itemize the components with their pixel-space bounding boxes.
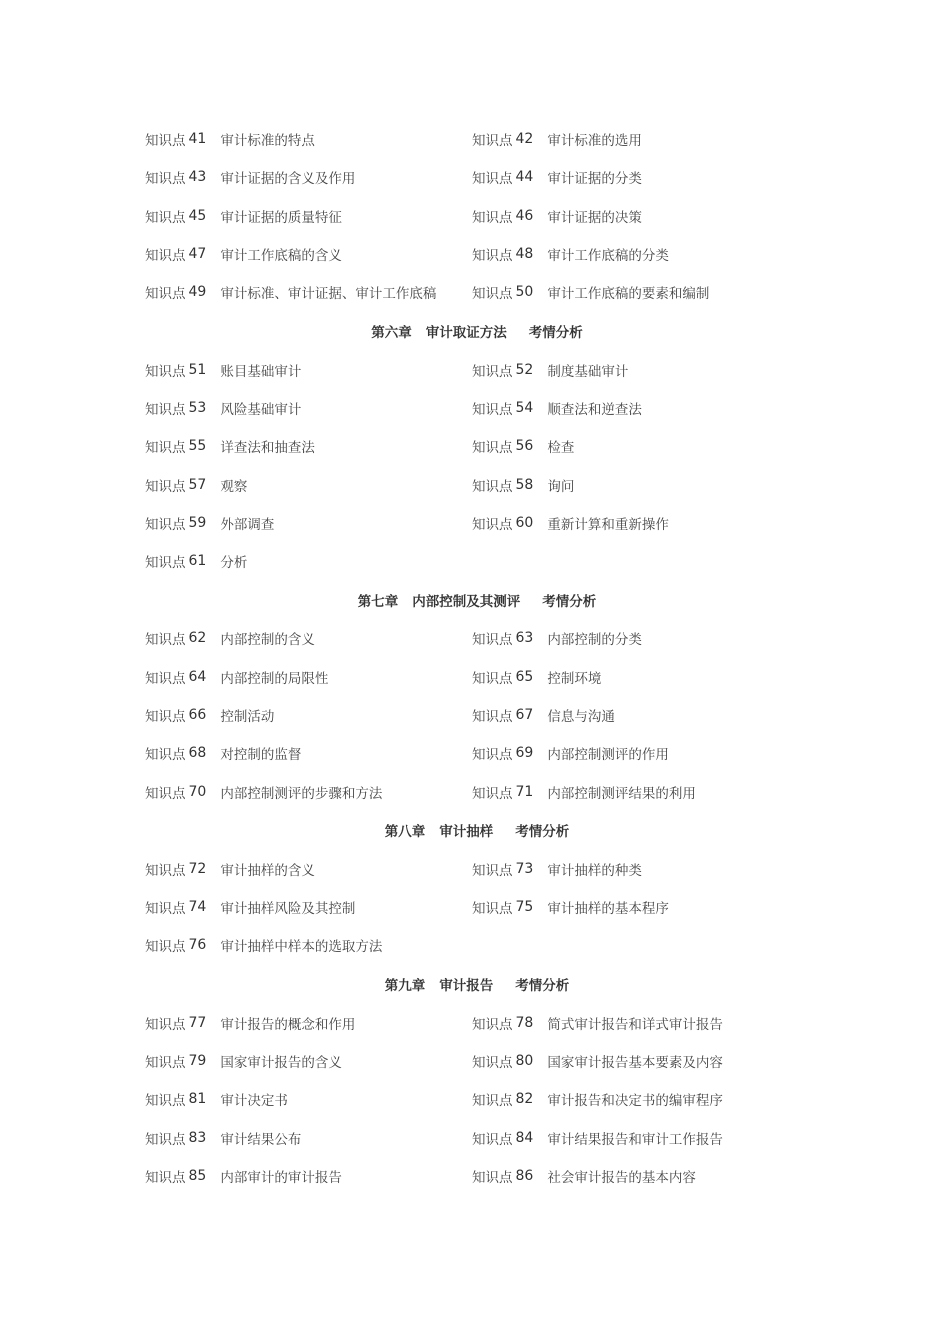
knowledge-point — [472, 206, 805, 226]
knowledge-point-row — [145, 273, 805, 311]
knowledge-point-label: 知识点 — [145, 709, 186, 725]
knowledge-point-number: 82 — [515, 1091, 534, 1108]
knowledge-point-label: 知识点 — [145, 785, 186, 802]
knowledge-point-row — [145, 542, 805, 580]
knowledge-point-title: 审计证据的决策 — [547, 209, 642, 226]
knowledge-point-number: 41 — [188, 131, 207, 148]
knowledge-point-number: 61 — [188, 553, 207, 570]
knowledge-point — [145, 360, 472, 380]
knowledge-point-title: 风险基础审计 — [220, 401, 302, 418]
knowledge-point-number: 51 — [188, 361, 207, 378]
knowledge-point — [145, 935, 472, 955]
knowledge-point — [145, 206, 472, 226]
knowledge-point-title: 审计证据的含义及作用 — [220, 171, 356, 188]
knowledge-point-row — [145, 350, 805, 388]
knowledge-point-number: 84 — [515, 1129, 534, 1146]
knowledge-point-title: 内部控制测评的作用 — [547, 747, 669, 764]
knowledge-point-number: 65 — [515, 668, 534, 685]
knowledge-point-number: 71 — [515, 783, 534, 800]
knowledge-point-row — [145, 888, 805, 926]
knowledge-point — [145, 513, 472, 533]
knowledge-point — [145, 1051, 472, 1071]
knowledge-point — [145, 475, 472, 495]
knowledge-point — [472, 129, 805, 149]
knowledge-point-label: 知识点 — [145, 1169, 186, 1186]
knowledge-point-label: 知识点 — [472, 1093, 513, 1110]
knowledge-point-title: 详查法和抽查法 — [220, 440, 315, 457]
knowledge-point-number: 78 — [515, 1014, 534, 1031]
knowledge-point-number: 54 — [515, 399, 534, 416]
knowledge-point-title: 控制环境 — [547, 670, 602, 687]
knowledge-point-number: 68 — [188, 745, 207, 762]
knowledge-point-number: 73 — [515, 860, 534, 877]
knowledge-point-title: 分析 — [220, 555, 248, 572]
knowledge-point-label: 知识点 — [472, 478, 513, 495]
knowledge-point-title: 审计抽样风险及其控制 — [220, 901, 356, 918]
knowledge-point-label: 知识点 — [145, 555, 186, 572]
knowledge-point-row — [145, 734, 805, 772]
knowledge-point-title: 审计工作底稿的含义 — [220, 248, 342, 265]
knowledge-point-number: 53 — [188, 399, 207, 416]
knowledge-point-label: 知识点 — [145, 939, 186, 956]
knowledge-point-number: 81 — [188, 1091, 207, 1108]
knowledge-point — [145, 436, 472, 456]
knowledge-point — [145, 782, 472, 802]
knowledge-point-label: 知识点 — [472, 901, 513, 918]
knowledge-point-label: 知识点 — [145, 1093, 186, 1110]
knowledge-point-title: 审计证据的质量特征 — [220, 209, 342, 226]
knowledge-point-number: 47 — [188, 246, 207, 263]
knowledge-point-label: 知识点 — [145, 1016, 186, 1033]
knowledge-point-row — [145, 1004, 805, 1042]
knowledge-point — [145, 897, 472, 917]
knowledge-point-number: 52 — [515, 361, 534, 378]
knowledge-point-row — [145, 658, 805, 696]
knowledge-point-number: 79 — [188, 1053, 207, 1070]
knowledge-point — [145, 705, 472, 725]
knowledge-point-title: 内部控制的分类 — [547, 632, 642, 649]
chapter-number: 第六章 — [371, 324, 412, 341]
knowledge-point-number: 74 — [188, 899, 207, 916]
knowledge-point-title: 外部调查 — [220, 516, 275, 533]
knowledge-point-row — [145, 850, 805, 888]
knowledge-point — [472, 897, 805, 917]
knowledge-point-title: 制度基础审计 — [547, 363, 629, 380]
knowledge-point-title: 顺查法和逆查法 — [547, 401, 642, 418]
knowledge-point-label: 知识点 — [472, 286, 513, 303]
knowledge-point — [145, 1089, 472, 1109]
knowledge-point — [472, 628, 805, 648]
knowledge-point-title: 观察 — [220, 478, 248, 495]
knowledge-point — [145, 282, 472, 302]
knowledge-point-label: 知识点 — [145, 632, 186, 649]
knowledge-point-title: 内部控制测评结果的利用 — [547, 785, 696, 802]
chapter-heading — [145, 580, 805, 619]
knowledge-point — [472, 360, 805, 380]
knowledge-point-title: 控制活动 — [220, 709, 275, 725]
knowledge-point-title: 审计报告和决定书的编审程序 — [547, 1093, 723, 1110]
knowledge-point-label: 知识点 — [472, 747, 513, 764]
knowledge-point — [472, 244, 805, 264]
knowledge-point-label: 知识点 — [145, 133, 186, 150]
knowledge-point-number: 43 — [188, 169, 207, 186]
chapter-title: 审计抽样 — [439, 824, 494, 841]
chapter-title: 审计取证方法 — [425, 324, 507, 341]
knowledge-point-number: 77 — [188, 1014, 207, 1031]
knowledge-point-number: 44 — [515, 169, 534, 186]
knowledge-point-label: 知识点 — [472, 1169, 513, 1186]
knowledge-point-title: 审计报告的概念和作用 — [220, 1016, 356, 1033]
knowledge-point-label: 知识点 — [472, 670, 513, 687]
knowledge-point-row — [145, 504, 805, 542]
knowledge-point-title: 重新计算和重新操作 — [547, 516, 669, 533]
knowledge-point-label: 知识点 — [472, 363, 513, 380]
knowledge-point-row — [145, 1119, 805, 1157]
knowledge-point-number: 45 — [188, 207, 207, 224]
knowledge-point-row — [145, 926, 805, 964]
knowledge-point — [145, 628, 472, 648]
knowledge-point-label: 知识点 — [145, 901, 186, 918]
knowledge-point — [472, 859, 805, 879]
knowledge-point — [472, 1013, 805, 1033]
knowledge-point-label: 知识点 — [145, 862, 186, 879]
knowledge-point-label: 知识点 — [145, 363, 186, 380]
knowledge-point-label: 知识点 — [472, 248, 513, 265]
knowledge-point-number: 48 — [515, 246, 534, 263]
chapter-number: 第七章 — [357, 593, 399, 610]
knowledge-point-label: 知识点 — [145, 670, 186, 687]
knowledge-point-number: 55 — [188, 438, 207, 455]
knowledge-point-number: 57 — [188, 476, 207, 493]
knowledge-point-row — [145, 1080, 805, 1118]
knowledge-point-label: 知识点 — [145, 209, 186, 226]
knowledge-point-row — [145, 465, 805, 503]
knowledge-point-label: 知识点 — [472, 209, 513, 226]
knowledge-point-number: 66 — [188, 707, 207, 723]
knowledge-point-label: 知识点 — [145, 248, 186, 265]
knowledge-point — [472, 167, 805, 187]
knowledge-point-label: 知识点 — [472, 516, 513, 533]
knowledge-point-number: 83 — [188, 1129, 207, 1146]
knowledge-point-row — [145, 235, 805, 273]
chapter-tag: 考情分析 — [528, 324, 583, 341]
knowledge-point-row — [145, 696, 805, 734]
chapter-heading — [145, 965, 805, 1004]
knowledge-point — [472, 743, 805, 763]
knowledge-point-label: 知识点 — [472, 709, 513, 725]
knowledge-point-label: 知识点 — [145, 1131, 186, 1148]
knowledge-point-title: 审计标准的选用 — [547, 133, 642, 150]
knowledge-point-number: 62 — [188, 630, 207, 647]
knowledge-point-row — [145, 427, 805, 465]
knowledge-point-title: 社会审计报告的基本内容 — [547, 1169, 696, 1186]
knowledge-point-number: 58 — [515, 476, 534, 493]
knowledge-point — [472, 513, 805, 533]
chapter-tag: 考情分析 — [515, 824, 570, 841]
knowledge-point — [472, 282, 805, 302]
chapter-tag: 考情分析 — [542, 593, 597, 610]
knowledge-point — [472, 667, 805, 687]
knowledge-point-row — [145, 120, 805, 158]
knowledge-point-title: 简式审计报告和详式审计报告 — [547, 1016, 723, 1033]
knowledge-point-title: 信息与沟通 — [547, 709, 615, 725]
knowledge-point-title: 审计抽样的种类 — [547, 862, 642, 879]
knowledge-point-title: 审计结果报告和审计工作报告 — [547, 1131, 723, 1148]
knowledge-point-number: 86 — [515, 1167, 534, 1184]
knowledge-point-number: 59 — [188, 514, 207, 531]
knowledge-point — [472, 475, 805, 495]
knowledge-point-label: 知识点 — [145, 401, 186, 418]
knowledge-point-title: 内部控制测评的步骤和方法 — [220, 785, 383, 802]
knowledge-point — [145, 551, 472, 571]
knowledge-point-label: 知识点 — [472, 1131, 513, 1148]
knowledge-point-label: 知识点 — [145, 286, 186, 303]
knowledge-point-list — [145, 120, 805, 1195]
knowledge-point-title: 审计标准的特点 — [220, 133, 315, 150]
knowledge-point — [472, 705, 805, 725]
knowledge-point-label: 知识点 — [472, 1055, 513, 1072]
knowledge-point-row — [145, 1157, 805, 1195]
knowledge-point-number: 50 — [515, 284, 534, 301]
chapter-number: 第九章 — [384, 978, 426, 995]
knowledge-point-label: 知识点 — [145, 440, 186, 457]
knowledge-point-title: 审计抽样的含义 — [220, 862, 315, 879]
knowledge-point-label: 知识点 — [145, 1055, 186, 1072]
knowledge-point-title: 检查 — [547, 440, 575, 457]
knowledge-point — [145, 1128, 472, 1148]
knowledge-point — [472, 398, 805, 418]
chapter-heading — [145, 811, 805, 850]
knowledge-point — [145, 743, 472, 763]
knowledge-point-number: 69 — [515, 745, 534, 762]
knowledge-point — [145, 1013, 472, 1033]
knowledge-point-row — [145, 158, 805, 196]
knowledge-point-title: 对控制的监督 — [220, 747, 302, 764]
knowledge-point-label: 知识点 — [472, 862, 513, 879]
knowledge-point — [472, 436, 805, 456]
knowledge-point-label: 知识点 — [145, 171, 186, 188]
knowledge-point-title: 审计结果公布 — [220, 1131, 302, 1148]
knowledge-point — [145, 667, 472, 687]
knowledge-point — [472, 1166, 805, 1186]
knowledge-point-title: 审计证据的分类 — [547, 171, 642, 188]
knowledge-point — [145, 129, 472, 149]
knowledge-point-row — [145, 197, 805, 235]
knowledge-point-row — [145, 389, 805, 427]
knowledge-point-number: 76 — [188, 937, 207, 954]
knowledge-point-title: 审计决定书 — [220, 1093, 288, 1110]
knowledge-point-label: 知识点 — [145, 478, 186, 495]
knowledge-point-number: 70 — [188, 783, 207, 800]
knowledge-point-title: 询问 — [547, 478, 575, 495]
chapter-title: 内部控制及其测评 — [412, 593, 521, 610]
knowledge-point-title: 国家审计报告的含义 — [220, 1055, 342, 1072]
knowledge-point — [472, 1089, 805, 1109]
knowledge-point-number: 63 — [515, 630, 534, 647]
knowledge-point — [145, 167, 472, 187]
knowledge-point-label: 知识点 — [472, 632, 513, 649]
knowledge-point-number: 67 — [515, 707, 534, 723]
knowledge-point-number: 60 — [515, 514, 534, 531]
knowledge-point-row — [145, 1042, 805, 1080]
knowledge-point-title: 审计标准、审计证据、审计工作底稿 — [220, 286, 437, 303]
knowledge-point-number: 64 — [188, 668, 207, 685]
knowledge-point-title: 内部审计的审计报告 — [220, 1169, 342, 1186]
knowledge-point-title: 审计抽样中样本的选取方法 — [220, 939, 383, 956]
knowledge-point — [472, 782, 805, 802]
knowledge-point-label: 知识点 — [472, 171, 513, 188]
knowledge-point-row — [145, 772, 805, 810]
knowledge-point-label: 知识点 — [472, 1016, 513, 1033]
knowledge-point-number: 80 — [515, 1053, 534, 1070]
knowledge-point-number: 85 — [188, 1167, 207, 1184]
chapter-heading — [145, 311, 805, 350]
knowledge-point-number: 75 — [515, 899, 534, 916]
knowledge-point-label: 知识点 — [472, 440, 513, 457]
knowledge-point-label: 知识点 — [472, 785, 513, 802]
knowledge-point-title: 审计工作底稿的要素和编制 — [547, 286, 710, 303]
knowledge-point — [145, 859, 472, 879]
chapter-title: 审计报告 — [439, 978, 494, 995]
knowledge-point — [145, 1166, 472, 1186]
knowledge-point-number: 56 — [515, 438, 534, 455]
knowledge-point-label: 知识点 — [145, 516, 186, 533]
knowledge-point-title: 内部控制的局限性 — [220, 670, 329, 687]
knowledge-point-title: 国家审计报告基本要素及内容 — [547, 1055, 723, 1072]
knowledge-point-title: 审计工作底稿的分类 — [547, 248, 669, 265]
knowledge-point — [472, 1128, 805, 1148]
knowledge-point-number: 49 — [188, 284, 207, 301]
knowledge-point — [145, 398, 472, 418]
knowledge-point-label: 知识点 — [472, 401, 513, 418]
knowledge-point-number: 72 — [188, 860, 207, 877]
knowledge-point-title: 内部控制的含义 — [220, 632, 315, 649]
knowledge-point-label: 知识点 — [145, 747, 186, 764]
knowledge-point — [472, 1051, 805, 1071]
knowledge-point-title: 审计抽样的基本程序 — [547, 901, 669, 918]
knowledge-point-number: 46 — [515, 207, 534, 224]
chapter-number: 第八章 — [384, 824, 426, 841]
knowledge-point-title: 账目基础审计 — [220, 363, 302, 380]
knowledge-point-label: 知识点 — [472, 133, 513, 150]
knowledge-point-number: 42 — [515, 131, 534, 148]
chapter-tag: 考情分析 — [515, 978, 570, 995]
knowledge-point — [145, 244, 472, 264]
knowledge-point-row — [145, 619, 805, 657]
